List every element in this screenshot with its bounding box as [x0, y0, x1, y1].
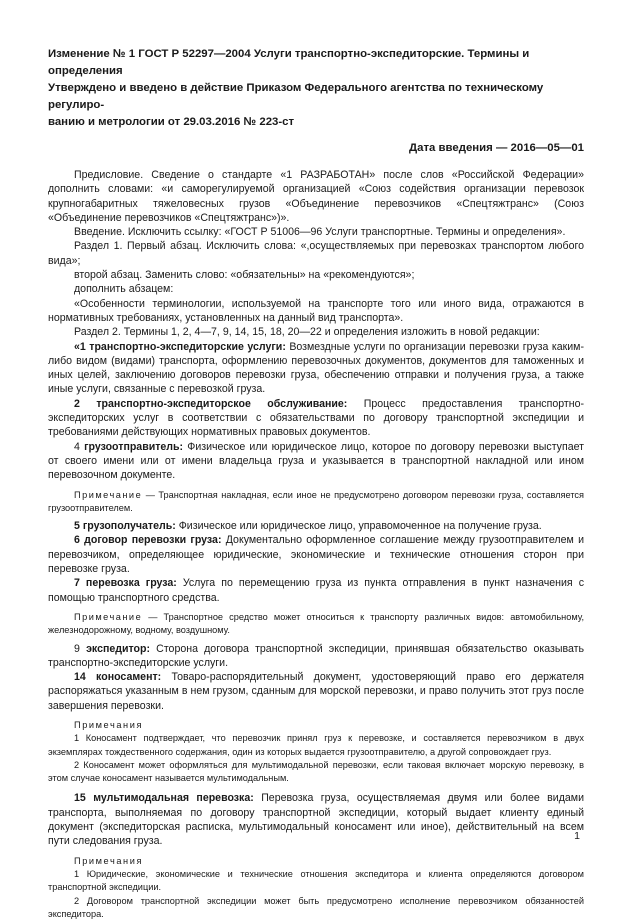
note-term-4 — [48, 489, 584, 516]
term-6-title: 6 договор перевозки груза: — [74, 534, 222, 547]
term-14-definition: Товаро-распорядительный документ, удостоверяющий право его держателя распоряжаться указанным в нем грузом, сданным для морской перевозки, и право получить этот груз после завершения перевозки. — [48, 671, 584, 712]
paragraph-quote: «Особенности терминологии, используемой на транспорте того или иного вида, отражаются в нормативных требованиях, установленных на данный вид транспорта». — [48, 297, 584, 324]
note-text: — Транспортная накладная, если иное не предусмотрено договором перевозки груза, составляется грузоотправителем. — [48, 489, 584, 513]
term-7-definition: Услуга по перемещению груза из пункта отправления в пункт назначения с помощью транспортного средства. — [48, 577, 584, 604]
term-4 — [48, 440, 584, 483]
amendment-title: Изменение № 1 ГОСТ Р 52297—2004 Услуги транспортно-экспедиторские. Термины и определения — [48, 48, 530, 77]
approval-line: Утверждено и введено в действие Приказом Федерального агентства по техническому регулиро- — [48, 82, 544, 111]
notes-heading-15: Примечания — [74, 855, 144, 866]
term-15 — [48, 791, 584, 848]
term-2-definition: Процесс предоставления транспортно-экспедиторских услуг в соответствии с обязательствами по договору транспортной экспедиции и требованиями действующих нормативных правовых документов. — [48, 397, 584, 439]
term-9 — [48, 642, 584, 671]
term-1-definition: Возмездные услуги по организации перевозки груза каким-либо видом (видами) транспорта, оформлению перевозочных документов, документов для таможенных и иных целей, заключению договоров перевозки груза, обеспечению отправки и получения груза, а также иные услуги, связанные с перевозкой груза. — [48, 340, 584, 396]
term-4-title: грузоотправитель: — [84, 440, 184, 453]
term-2-title: 2 транспортно-экспедиторское обслуживание: — [74, 397, 348, 410]
term-5 — [48, 519, 584, 533]
note-text: — Транспортное средство может относиться к транспорту различных видов: автомобильному, железнодорожному, водному, воздушному. — [48, 611, 584, 636]
paragraph-section2: Раздел 2. Термины 1, 2, 4—7, 9, 14, 15, 18, 20—22 и определения изложить в новой редакции: — [74, 326, 540, 339]
paragraph-foreword: Предисловие. Сведение о стандарте «1 РАЗРАБОТАН» после слов «Российской Федерации» дополнить словами: «и саморегулируемой организацией «Союз содействия организации перевозок крупногабаритных тяжеловесных грузов «Объединение перевозчиков «Спецтяжтранс» (Союз «Объединение перевозчиков «Спецтяжтранс»)». — [48, 169, 584, 224]
term-15-title: 15 мультимодальная перевозка: — [74, 792, 254, 805]
paragraph-introduction: Введение. Исключить ссылку: «ГОСТ Р 51006—96 Услуги транспортные. Термины и определения». — [74, 226, 566, 239]
term-4-definition: Физическое или юридическое лицо, которое по договору перевозки выступает от своего имени или от имени владельца груза и указывается в транспортной накладной или ином перевозочном документе. — [48, 440, 584, 482]
term-7 — [48, 576, 584, 605]
term-4-number: 4 — [74, 440, 85, 453]
term-14 — [48, 670, 584, 713]
note-15-1: 1 Юридические, экономические и технические отношения экспедитора и клиента определяются договором транспортной экспедиции. — [48, 868, 584, 893]
page-number: 1 — [574, 830, 580, 842]
note-14-2: 2 Коносамент может оформляться для мультимодальной перевозки, если таковая включает морскую перевозку, в этом случае коносамент называется мультимодальным. — [48, 759, 584, 784]
term-5-definition: Физическое или юридическое лицо, управомоченное на получение груза. — [175, 520, 542, 533]
paragraph-section1: Раздел 1. Первый абзац. Исключить слова: «,осуществляемых при перевозках транспортом любого вида»; — [48, 240, 584, 267]
paragraph-second-abzac: второй абзац. Заменить слово: «обязательны» на «рекомендуются»; — [74, 269, 415, 282]
term-14-title: 14 коносамент: — [74, 671, 162, 684]
note-14-1: 1 Коносамент подтверждает, что перевозчик принял груз к перевозке, и составляется перевозчиком в двух экземплярах тождественного содержания, один из которых выдается грузоотправителю, а другой сопровождает груз. — [48, 733, 584, 757]
document-page — [48, 46, 584, 921]
term-6 — [48, 533, 584, 576]
approval-line-2: ванию и метрологии от 29.03.2016 № 223-ст — [48, 116, 295, 128]
effective-date: Дата введения — 2016—05—01 — [409, 142, 584, 154]
note-15-2: 2 Договором транспортной экспедиции может быть предусмотрено исполнение перевозчиком обязанностей экспедитора. — [48, 895, 584, 919]
term-1-title: «1 транспортно-экспедиторские услуги: — [74, 340, 286, 353]
term-2 — [48, 397, 584, 440]
note-label: Примечание — [74, 489, 143, 500]
term-15-definition: Перевозка груза, осуществляемая двумя или более видами транспорта, выполняемая по договору транспортной экспедиции, который выдает клиенту единый документ (экспедиторская расписка, мультимодальный коносамент или иное), действительный на всем пути следования груза. — [48, 792, 584, 848]
paragraph-add: дополнить абзацем: — [74, 283, 174, 296]
notes-heading-14: Примечания — [74, 719, 144, 730]
term-7-title: 7 перевозка груза: — [74, 577, 177, 590]
term-1 — [48, 340, 584, 397]
term-9-title: экспедитор: — [86, 642, 151, 655]
term-9-number: 9 — [74, 642, 87, 655]
term-9-definition: Сторона договора транспортной экспедиции, принявшая обязательство оказывать транспортно-экспедиторские услуги. — [48, 642, 585, 669]
note-term-7 — [48, 611, 584, 638]
note-label: Примечание — [74, 611, 143, 622]
term-5-title: 5 грузополучатель: — [74, 520, 176, 533]
term-6-definition: Документально оформленное соглашение между грузоотправителем и перевозчиком, определяющее юридические, экономические и технические отношения сторон при перевозке груза. — [48, 534, 584, 576]
